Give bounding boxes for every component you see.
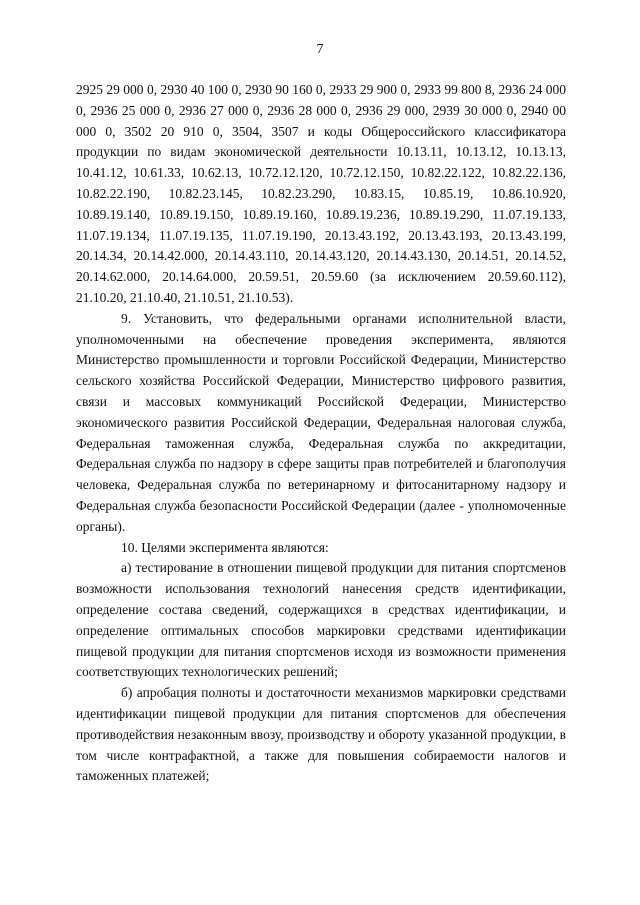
paragraph-codes-continued: 2925 29 000 0, 2930 40 100 0, 2930 90 160 0, 2933 29 900 0, 2933 99 800 8, 2936 24 000 0, 2936 25 000 0, 2936 27 000 0, 2936 28 000 0, 2936 29 000, 2939 30 000 0, 2940 00 000 0, 3502 20 910 0, 3504, 3507 и коды Общероссийского классификатора продукции по видам экономической деятельности 10.13.11, 10.13.12, 10.13.13, 10.41.12, 10.61.33, 10.62.13, 10.72.12.120, 10.72.12.150, 10.82.22.122, 10.82.22.136, 10.82.22.190, 10.82.23.145, 10.82.23.290, 10.83.15, 10.85.19, 10.86.10.920, 10.89.19.140, 10.89.19.150, 10.89.19.160, 10.89.19.236, 10.89.19.290, 11.07.19.133, 11.07.19.134, 11.07.19.135, 11.07.19.190, 20.13.43.192, 20.13.43.193, 20.13.43.199, 20.14.34, 20.14.42.000, 20.14.43.110, 20.14.43.120, 20.14.43.130, 20.14.51, 20.14.52, 20.14.62.000, 20.14.64.000, 20.59.51, 20.59.60 (за исключением 20.59.60.112), 21.10.20, 21.10.40, 21.10.51, 21.10.53). [76, 82, 566, 305]
paragraph-clause-10b: б) апробация полноты и достаточности механизмов маркировки средствами идентификации пищевой продукции для питания спортсменов для обеспечения противодействия незаконным ввозу, производству и обороту указанной продукции, в том числе контрафактной, а также для повышения собираемости налогов и таможенных платежей; [76, 685, 566, 784]
document-body [76, 80, 566, 787]
paragraph-clause-9: 9. Установить, что федеральными органами исполнительной власти, уполномоченными на обеспечение проведения эксперимента, являются Министерство промышленности и торговли Российской Федерации, Министерство сельского хозяйства Российской Федерации, Министерство цифрового развития, связи и массовых коммуникаций Российской Федерации, Министерство экономического развития Российской Федерации, Федеральная налоговая служба, Федеральная таможенная служба, Федеральная служба по аккредитации, Федеральная служба по надзору в сфере защиты прав потребителей и благополучия человека, Федеральная служба по ветеринарному и фитосанитарному надзору и Федеральная служба безопасности Российской Федерации (далее - уполномоченные органы). [76, 310, 566, 534]
paragraph-clause-10a: а) тестирование в отношении пищевой продукции для питания спортсменов возможности использования технологий нанесения средств идентификации, определение состава сведений, содержащихся в средствах идентификации, и определение оптимальных способов маркировки средствами идентификации пищевой продукции для питания спортсменов исходя из возможности применения соответствующих технологических решений; [76, 560, 566, 680]
page-number: 7 [316, 42, 324, 57]
paragraph-clause-10: 10. Целями эксперимента являются: [121, 539, 329, 555]
